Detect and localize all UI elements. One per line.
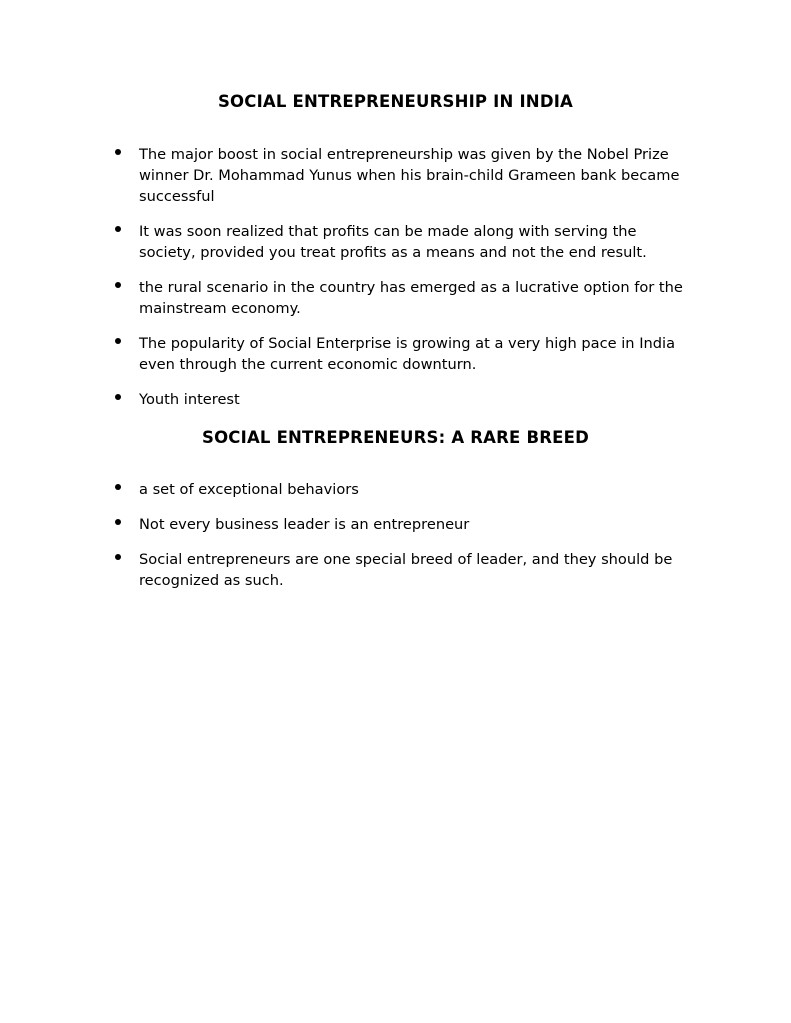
bullet-icon — [115, 226, 121, 232]
bullet-icon — [115, 484, 121, 490]
list-item — [112, 221, 697, 263]
list-item-text: the rural scenario in the country has emerged as a lucrative option for the mainstream economy. — [139, 279, 683, 317]
list-item — [112, 514, 697, 535]
bullet-icon — [115, 519, 121, 525]
section-title-social-entrepreneurs-rare-breed: SOCIAL ENTREPRENEURS: A RARE BREED — [201, 428, 589, 447]
bullet-list-rare-breed — [112, 479, 697, 605]
list-item-text: Not every business leader is an entrepreneur — [139, 516, 470, 533]
list-item-text: The popularity of Social Enterprise is growing at a very high pace in India even through the current economic downturn. — [139, 335, 676, 373]
list-item-text: Social entrepreneurs are one special breed of leader, and they should be recognized as such. — [139, 551, 673, 589]
list-item — [112, 277, 697, 319]
section-title-social-entrepreneurship-in-india: SOCIAL ENTREPRENEURSHIP IN INDIA — [217, 92, 574, 111]
bullet-list-india — [112, 144, 697, 424]
bullet-icon — [115, 149, 121, 155]
bullet-icon — [115, 554, 121, 560]
list-item — [112, 479, 697, 500]
list-item — [112, 144, 697, 207]
list-item-text: The major boost in social entrepreneurship was given by the Nobel Prize winner Dr. Mohammad Yunus when his brain-child Grameen bank became successful — [139, 146, 680, 205]
list-item — [112, 389, 697, 410]
list-item-text: Youth interest — [139, 391, 240, 408]
bullet-icon — [115, 338, 121, 344]
bullet-icon — [115, 394, 121, 400]
list-item — [112, 333, 697, 375]
list-item-text: a set of exceptional behaviors — [139, 481, 359, 498]
list-item-text: It was soon realized that profits can be made along with serving the society, provided you treat profits as a means and not the end result. — [139, 223, 647, 261]
list-item — [112, 549, 697, 591]
bullet-icon — [115, 282, 121, 288]
